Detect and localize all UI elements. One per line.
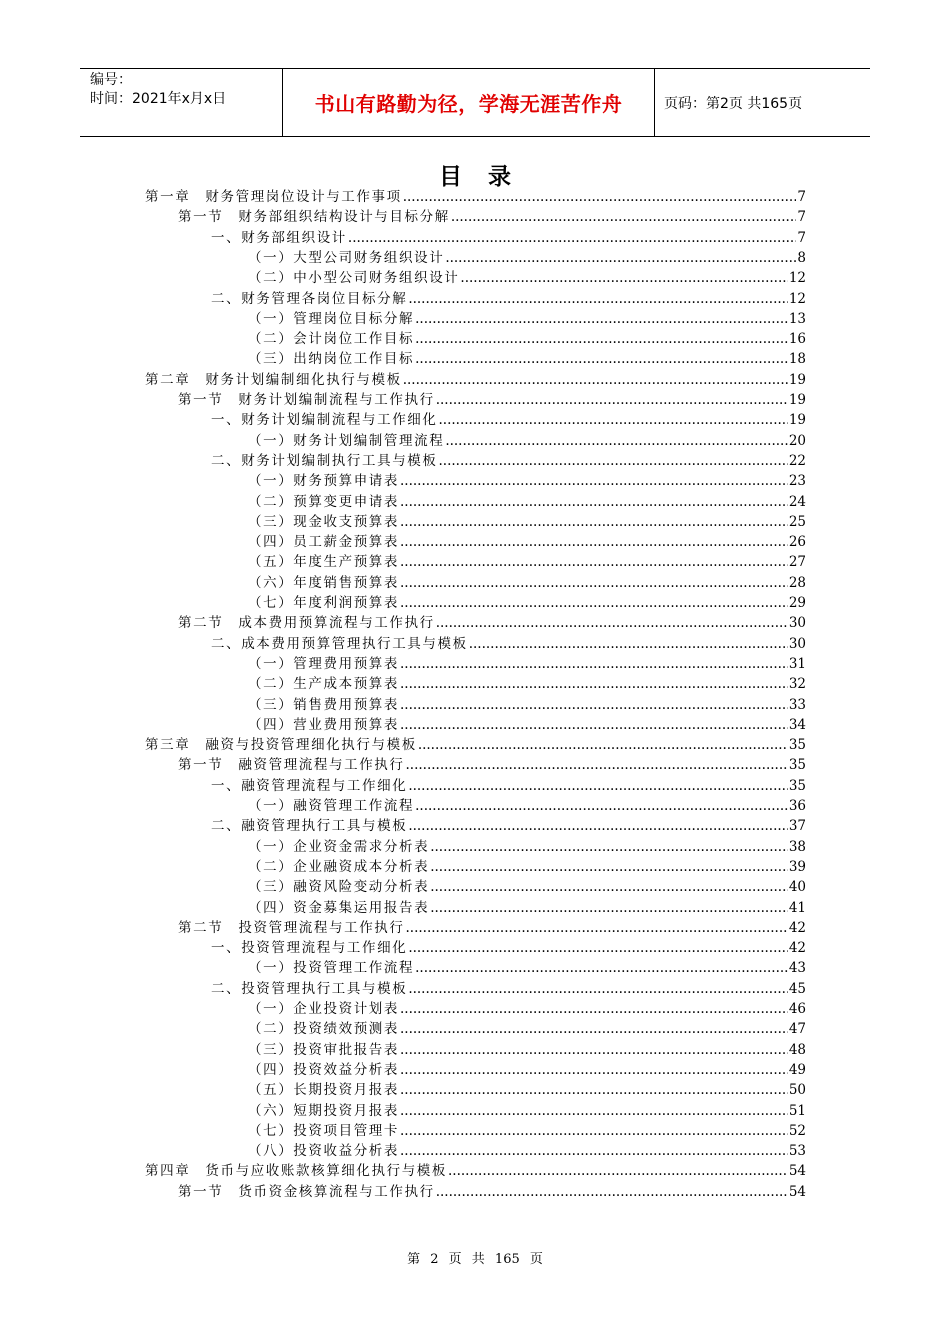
toc-entry-page-number: 12 [788, 270, 806, 287]
toc-entry-page-number: 40 [788, 879, 806, 896]
toc-entry[interactable] [211, 228, 806, 248]
toc-entry-title: （八）投资收益分析表 [248, 1143, 399, 1160]
toc-entry-page-number: 25 [788, 513, 806, 530]
toc-entry-page-number: 19 [788, 392, 806, 408]
toc-entry[interactable] [248, 593, 806, 613]
toc-entry-page-number: 13 [788, 310, 806, 327]
toc-dot-leader [400, 695, 788, 715]
toc-entry-page-number: 54 [788, 1163, 806, 1180]
toc-dot-leader [348, 228, 797, 248]
toc-entry[interactable] [248, 329, 806, 349]
toc-dot-leader [460, 268, 787, 288]
toc-entry-title: （二）会计岗位工作目标 [248, 331, 415, 348]
toc-entry-title: 二、成本费用预算管理执行工具与模板 [211, 635, 468, 652]
toc-entry-page-number: 7 [797, 229, 806, 246]
toc-entry-page-number: 49 [788, 1061, 806, 1078]
toc-title: 目录 [439, 164, 537, 190]
toc-dot-leader [400, 999, 788, 1019]
toc-entry[interactable] [178, 755, 806, 775]
toc-entry[interactable] [248, 1141, 806, 1161]
toc-entry-page-number: 32 [788, 676, 806, 693]
toc-entry-title: （三）投资审批报告表 [248, 1041, 399, 1058]
toc-dot-leader [400, 654, 788, 674]
toc-dot-leader [451, 207, 797, 227]
toc-entry-page-number: 36 [788, 798, 806, 814]
toc-entry-page-number: 8 [797, 249, 806, 266]
toc-entry-page-number: 26 [788, 534, 806, 551]
toc-dot-leader [400, 1019, 788, 1039]
toc-entry[interactable] [178, 390, 806, 410]
toc-entry-page-number: 35 [788, 757, 806, 774]
toc-dot-leader [400, 593, 788, 613]
toc-dot-leader [400, 1141, 788, 1161]
toc-entry-page-number: 19 [788, 371, 806, 388]
toc-entry-title: 第三章 融资与投资管理细化执行与模板 [145, 737, 417, 754]
toc-entry[interactable] [248, 1019, 806, 1039]
toc-entry[interactable] [178, 207, 806, 227]
toc-entry[interactable] [248, 999, 806, 1019]
toc-entry-title: 二、财务计划编制执行工具与模板 [211, 452, 438, 469]
toc-entry[interactable] [248, 471, 806, 491]
toc-dot-leader [418, 735, 788, 755]
toc-entry[interactable] [248, 1080, 806, 1100]
toc-dot-leader [436, 390, 788, 410]
toc-dot-leader [430, 898, 788, 918]
toc-entry-title: （七）年度利润预算表 [248, 595, 399, 611]
toc-entry-title: （二）预算变更申请表 [248, 493, 399, 510]
toc-entry-title: 二、投资管理执行工具与模板 [211, 980, 408, 997]
toc-entry-title: 一、投资管理流程与工作细化 [211, 940, 408, 957]
toc-entry-page-number: 28 [788, 574, 806, 591]
toc-dot-leader [408, 979, 788, 999]
toc-dot-leader [436, 1182, 788, 1202]
toc-dot-leader [403, 187, 797, 207]
toc-entry-page-number: 22 [788, 452, 806, 469]
toc-entry[interactable] [211, 938, 806, 958]
toc-entry-page-number: 30 [788, 635, 806, 652]
toc-entry-page-number: 51 [788, 1102, 806, 1119]
toc-entry-page-number: 43 [788, 960, 806, 977]
toc-dot-leader [408, 776, 788, 796]
toc-entry[interactable] [248, 1121, 806, 1141]
toc-entry-page-number: 48 [788, 1041, 806, 1058]
toc-entry[interactable] [248, 898, 806, 918]
toc-dot-leader [439, 451, 788, 471]
toc-entry-page-number: 29 [788, 595, 806, 611]
toc-entry[interactable] [211, 816, 806, 836]
toc-dot-leader [406, 918, 788, 938]
toc-entry[interactable] [248, 573, 806, 593]
toc-dot-leader [406, 755, 788, 775]
toc-entry-page-number: 12 [788, 290, 806, 307]
toc-entry-title: 二、财务管理各岗位目标分解 [211, 290, 408, 307]
toc-entry-title: （七）投资项目管理卡 [248, 1122, 399, 1139]
toc-entry[interactable] [248, 1101, 806, 1121]
toc-entry-page-number: 38 [788, 838, 806, 855]
toc-entry-page-number: 24 [788, 493, 806, 510]
toc-entry-title: 一、财务部组织设计 [211, 229, 347, 246]
toc-entry-title: （三）现金收支预算表 [248, 513, 399, 530]
toc-entry-page-number: 27 [788, 554, 806, 571]
toc-entry[interactable] [145, 370, 806, 390]
toc-entry[interactable] [145, 187, 806, 207]
toc-entry-title: 二、融资管理执行工具与模板 [211, 818, 408, 835]
toc-entry-title: （六）年度销售预算表 [248, 574, 399, 591]
toc-dot-leader [430, 877, 788, 897]
toc-entry-page-number: 50 [788, 1082, 806, 1099]
toc-entry[interactable] [248, 837, 806, 857]
toc-entry[interactable] [178, 918, 806, 938]
toc-entry[interactable] [248, 796, 806, 816]
toc-entry-page-number: 45 [788, 980, 806, 997]
toc-entry-title: （三）融资风险变动分析表 [248, 879, 430, 896]
toc-entry[interactable] [248, 715, 806, 735]
toc-entry-page-number: 35 [788, 777, 806, 794]
toc-dot-leader [415, 329, 788, 349]
toc-entry-page-number: 18 [788, 351, 806, 368]
toc-entry-title: 第二章 财务计划编制细化执行与模板 [145, 371, 402, 388]
toc-entry-page-number: 34 [788, 716, 806, 733]
toc-entry-title: （一）管理岗位目标分解 [248, 310, 415, 327]
toc-entry-title: （一）财务计划编制管理流程 [248, 432, 445, 449]
toc-dot-leader [400, 471, 788, 491]
toc-entry[interactable] [248, 532, 806, 552]
toc-entry-title: （四）员工薪金预算表 [248, 534, 399, 551]
toc-entry-title: （一）企业投资计划表 [248, 1001, 399, 1017]
toc-entry-page-number: 42 [788, 940, 806, 957]
toc-entry-title: （三）销售费用预算表 [248, 696, 399, 713]
toc-entry-page-number: 54 [788, 1183, 806, 1200]
toc-entry-page-number: 46 [788, 1001, 806, 1017]
toc-dot-leader [415, 958, 788, 978]
header-page-info: 页码：第2页 共165页 [664, 95, 803, 112]
toc-dot-leader [436, 613, 788, 633]
toc-dot-leader [430, 837, 788, 857]
toc-entry[interactable] [248, 492, 806, 512]
toc-entry-title: 第一节 货币资金核算流程与工作执行 [178, 1183, 435, 1200]
toc-entry[interactable] [248, 1040, 806, 1060]
toc-dot-leader [400, 1121, 788, 1141]
toc-entry[interactable] [248, 695, 806, 715]
toc-entry-page-number: 30 [788, 615, 806, 632]
toc-dot-leader [400, 1080, 788, 1100]
toc-entry[interactable] [248, 877, 806, 897]
toc-entry-title: 第二节 成本费用预算流程与工作执行 [178, 615, 435, 632]
toc-entry-page-number: 33 [788, 696, 806, 713]
toc-dot-leader [400, 532, 788, 552]
document-date: 时间：2021年x月x日 [90, 91, 227, 107]
toc-entry-title: 第四章 货币与应收账款核算细化执行与模板 [145, 1163, 447, 1180]
toc-entry-title: （一）融资管理工作流程 [248, 798, 415, 814]
toc-entry-page-number: 16 [788, 331, 806, 348]
toc-entry-page-number: 52 [788, 1122, 806, 1139]
toc-dot-leader [400, 492, 788, 512]
toc-entry-page-number: 47 [788, 1021, 806, 1038]
page-header [80, 68, 870, 137]
toc-entry-page-number: 41 [788, 899, 806, 916]
header-meta [80, 69, 282, 136]
toc-entry-page-number: 19 [788, 412, 806, 429]
toc-entry-title: （六）短期投资月报表 [248, 1102, 399, 1119]
toc-entry-page-number: 7 [797, 209, 806, 226]
toc-entry[interactable] [248, 552, 806, 572]
toc-entry-page-number: 23 [788, 473, 806, 490]
toc-entry[interactable] [248, 958, 806, 978]
toc-entry[interactable] [145, 735, 806, 755]
toc-entry-title: （一）企业资金需求分析表 [248, 838, 430, 855]
toc-entry[interactable] [178, 613, 806, 633]
toc-dot-leader [448, 1161, 788, 1181]
toc-dot-leader [403, 370, 788, 390]
toc-entry-title: 一、融资管理流程与工作细化 [211, 777, 408, 794]
toc-entry-title: （二）企业融资成本分析表 [248, 858, 430, 875]
toc-entry-title: （一）大型公司财务组织设计 [248, 249, 445, 266]
document-number-label: 编号： [90, 72, 132, 88]
toc-dot-leader [445, 431, 788, 451]
toc-entry-title: （二）中小型公司财务组织设计 [248, 270, 460, 287]
toc-dot-leader [400, 512, 788, 532]
toc-entry-title: （一）投资管理工作流程 [248, 960, 415, 977]
toc-dot-leader [400, 1101, 788, 1121]
toc-entry[interactable] [145, 1161, 806, 1181]
toc-entry-page-number: 31 [788, 655, 806, 672]
toc-entry-title: （四）资金募集运用报告表 [248, 899, 430, 916]
toc-entry-title: （五）长期投资月报表 [248, 1082, 399, 1099]
toc-dot-leader [400, 573, 788, 593]
toc-entry-title: 第二节 投资管理流程与工作执行 [178, 919, 405, 936]
toc-entry[interactable] [211, 451, 806, 471]
toc-entry-title: （五）年度生产预算表 [248, 554, 399, 571]
toc-entry-page-number: 7 [797, 189, 806, 205]
toc-dot-leader [400, 1040, 788, 1060]
toc-entry[interactable] [248, 654, 806, 674]
toc-entry[interactable] [248, 349, 806, 369]
toc-entry[interactable] [211, 776, 806, 796]
toc-entry-title: （四）投资效益分析表 [248, 1061, 399, 1078]
toc-dot-leader [400, 552, 788, 572]
toc-entry-page-number: 35 [788, 737, 806, 754]
toc-entry-title: （二）投资绩效预测表 [248, 1021, 399, 1038]
toc-entry[interactable] [211, 634, 806, 654]
header-motto: 书山有路勤为径，学海无涯苦作舟 [282, 69, 655, 136]
toc-dot-leader [400, 1060, 788, 1080]
toc-dot-leader [439, 410, 788, 430]
toc-entry[interactable] [248, 512, 806, 532]
toc-dot-leader [430, 857, 788, 877]
toc-entry-title: （二）生产成本预算表 [248, 676, 399, 693]
toc-entry-title: （一）财务预算申请表 [248, 473, 399, 490]
toc-entry[interactable] [248, 674, 806, 694]
toc-entry-page-number: 39 [788, 858, 806, 875]
toc-entry[interactable] [248, 857, 806, 877]
toc-dot-leader [408, 938, 788, 958]
toc-entry-page-number: 53 [788, 1143, 806, 1160]
toc-entry[interactable] [178, 1182, 806, 1202]
toc-entry[interactable] [211, 410, 806, 430]
toc-entry-page-number: 37 [788, 818, 806, 835]
toc-entry[interactable] [248, 1060, 806, 1080]
toc-entry-title: 第一节 融资管理流程与工作执行 [178, 757, 405, 774]
toc-entry-title: 第一节 财务计划编制流程与工作执行 [178, 392, 435, 408]
toc-entry-title: （三）出纳岗位工作目标 [248, 351, 415, 368]
toc-dot-leader [415, 796, 788, 816]
toc-dot-leader [408, 816, 788, 836]
toc-dot-leader [400, 715, 788, 735]
toc-entry-title: 一、财务计划编制流程与工作细化 [211, 412, 438, 429]
toc-dot-leader [400, 674, 788, 694]
toc-entry-page-number: 42 [788, 919, 806, 936]
toc-dot-leader [469, 634, 788, 654]
toc-entry-title: （一）管理费用预算表 [248, 655, 399, 672]
toc-dot-leader [408, 289, 788, 309]
toc-entry-title: 第一章 财务管理岗位设计与工作事项 [145, 189, 402, 205]
toc-entry[interactable] [248, 248, 806, 268]
toc-entry-page-number: 20 [788, 432, 806, 449]
toc-entry-title: 第一节 财务部组织结构设计与目标分解 [178, 209, 450, 226]
toc-dot-leader [415, 349, 788, 369]
toc-dot-leader [415, 309, 788, 329]
toc-entry[interactable] [248, 431, 806, 451]
toc-entry[interactable] [211, 289, 806, 309]
toc-entry[interactable] [248, 268, 806, 288]
toc-entry[interactable] [211, 979, 806, 999]
page-footer: 第 2 页 共 165 页 [407, 1252, 543, 1267]
toc-entry[interactable] [248, 309, 806, 329]
toc-entry-title: （四）营业费用预算表 [248, 716, 399, 733]
toc-dot-leader [445, 248, 796, 268]
